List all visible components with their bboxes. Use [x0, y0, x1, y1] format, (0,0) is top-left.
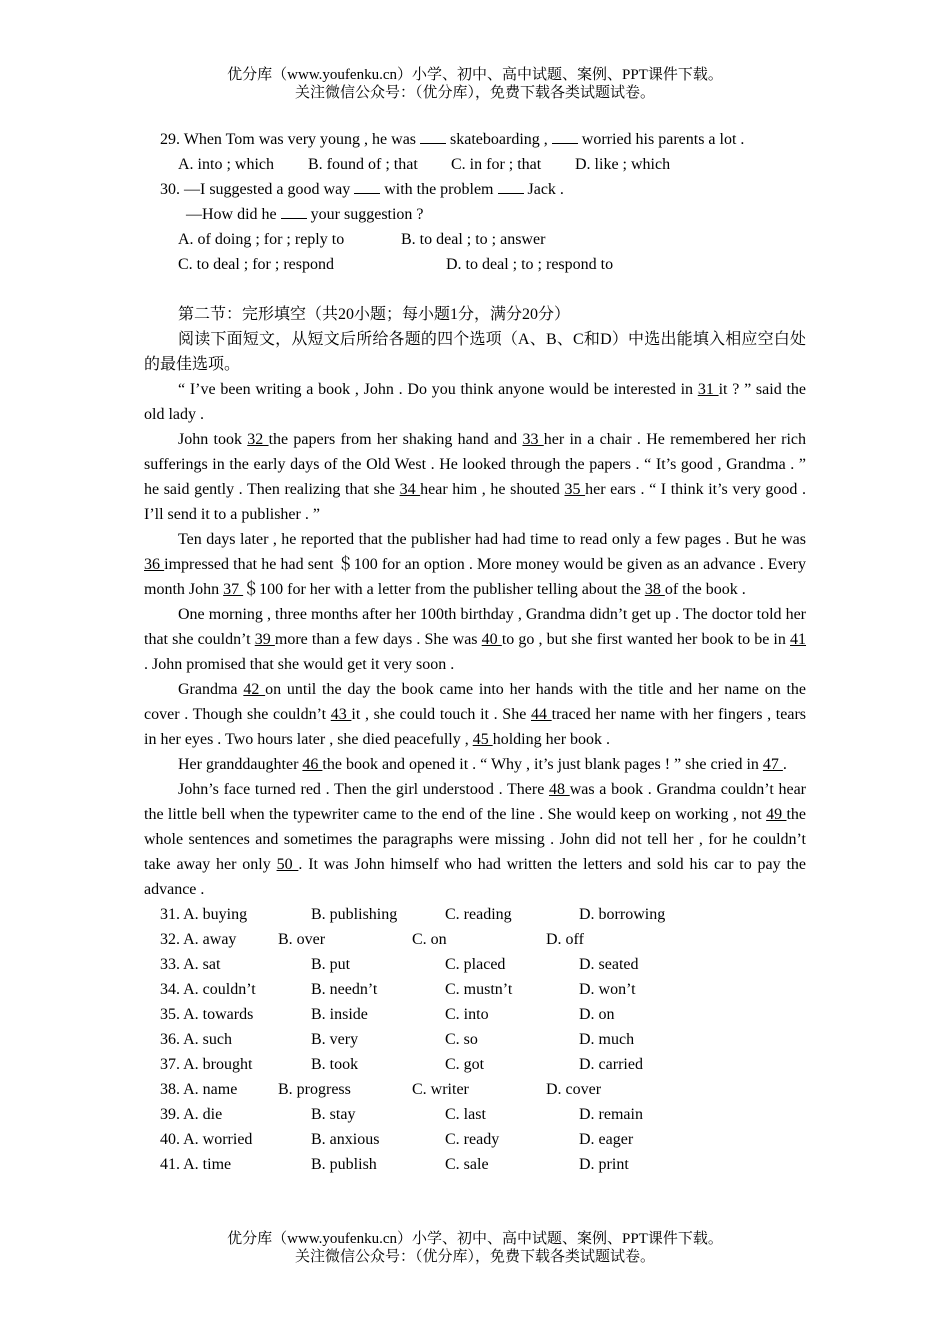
- option-row-35: 35. A. towards B. inside C. into D. on: [160, 1006, 615, 1023]
- blank-48: 48: [549, 781, 570, 798]
- blank-33: 33: [522, 431, 544, 448]
- option-row-32: 32. A. away B. over C. on D. off: [160, 931, 584, 948]
- option-a: A. into ; which: [178, 156, 274, 173]
- passage-paragraph-7: John’s face turned red . Then the girl understood . There 48 was a book . Grandma couldn’t hear the little bell when the typewriter came to the end of the line . She would keep on working , not 49 the whole sentences and sometimes the paragraphs were missing . John did not tell her , for he couldn’t take away her only 50 . It was John himself who had written the letters and sold his car to pay the advance .: [144, 781, 807, 898]
- page-footer: [0, 1230, 950, 1266]
- blank-41: 41: [790, 631, 807, 648]
- blank-32: 32: [247, 431, 269, 448]
- section-instruction: 阅读下面短文，从短文后所给各题的四个选项（A、B、C和D）中选出能填入相应空白处的最佳选项。: [144, 331, 806, 373]
- option-a: A. of doing ; for ; reply to: [178, 231, 345, 248]
- blank-47: 47: [762, 756, 783, 773]
- blank: [354, 179, 380, 194]
- blank: [420, 129, 446, 144]
- blank-44: 44: [530, 706, 552, 723]
- option-row-33: 33. A. sat B. put C. placed D. seated: [160, 956, 639, 973]
- section-title: 第二节：完形填空（共20小题；每小题1分，满分20分）: [178, 306, 571, 323]
- blank-35: 35: [564, 481, 586, 498]
- question-29-stem: 29. When Tom was very young , he was skateboarding , worried his parents a lot .: [160, 131, 745, 148]
- header-line-2: 关注微信公众号：（优分库），免费下载各类试题试卷。: [294, 85, 655, 101]
- blank-40: 40: [481, 631, 502, 648]
- option-c: C. to deal ; for ; respond: [178, 256, 334, 273]
- option-row-38: 38. A. name B. progress C. writer D. cover: [160, 1081, 602, 1098]
- blank: [498, 179, 524, 194]
- blank-49: 49: [766, 806, 787, 823]
- option-row-36: 36. A. such B. very C. so D. much: [160, 1031, 635, 1048]
- option-row-40: 40. A. worried B. anxious C. ready D. eager: [160, 1131, 634, 1148]
- footer-line-1: 优分库（www.youfenku.cn）小学、初中、高中试题、案例、PPT课件下载。: [227, 1231, 723, 1247]
- header-line-1: 优分库（www.youfenku.cn）小学、初中、高中试题、案例、PPT课件下载。: [227, 67, 723, 83]
- option-c: C. in for ; that: [451, 156, 542, 173]
- blank: [552, 129, 578, 144]
- question-30-reply: —How did he your suggestion ?: [186, 206, 424, 223]
- blank-42: 42: [243, 681, 266, 698]
- passage-paragraph-5: Grandma 42 on until the day the book came into her hands with the title and her name on the cover . Though she couldn’t 43 it , she could touch it . She 44 traced her name with her fingers , tears in her eyes . Two hours later , she died peacefully , 45 holding her book .: [144, 681, 807, 748]
- blank-50: 50: [276, 856, 299, 873]
- option-b: B. to deal ; to ; answer: [401, 231, 546, 248]
- option-row-41: 41. A. time B. publish C. sale D. print: [160, 1156, 629, 1173]
- blank-46: 46: [302, 756, 323, 773]
- option-row-37: 37. A. brought B. took C. got D. carried: [160, 1056, 643, 1073]
- passage-paragraph-6: Her granddaughter 46 the book and opened it . “ Why , it’s just blank pages ! ” she cried in 47 .: [178, 756, 787, 773]
- option-d: D. like ; which: [575, 156, 671, 173]
- blank-36: 36: [144, 556, 165, 573]
- option-row-39: 39. A. die B. stay C. last D. remain: [160, 1106, 643, 1123]
- question-30-options-row2: [144, 252, 806, 277]
- question-29-options: [144, 152, 806, 177]
- blank-34: 34: [399, 481, 421, 498]
- passage-paragraph-2: John took 32 the papers from her shaking hand and 33 her in a chair . He remembered her rich sufferings in the early days of the Old West . He looked through the papers . “ It’s good , Grandma . ” he said gently . Then realizing that she 34 hear him , he shouted 35 her ears . “ I think it’s very good . I’ll send it to a publisher . ”: [144, 431, 807, 523]
- option-b: B. found of ; that: [308, 156, 418, 173]
- blank-37: 37: [223, 581, 244, 598]
- blank-31: 31: [697, 381, 719, 398]
- option-row-34: 34. A. couldn’t B. needn’t C. mustn’t D. won’t: [160, 981, 636, 998]
- passage-paragraph-1: “ I’ve been writing a book , John . Do you think anyone would be interested in 31 it ? ” said the old lady .: [144, 381, 807, 423]
- passage-paragraph-3: Ten days later , he reported that the publisher had had time to read only a few pages . But he was 36 impressed that he had sent ＄100 for an option . More money would be given as an advance . Every month John 37 ＄100 for her with a letter from the publisher telling about the 38 of the book .: [144, 531, 806, 598]
- exam-content: [144, 127, 806, 1177]
- blank-39: 39: [254, 631, 275, 648]
- blank: [281, 204, 307, 219]
- footer-line-2: 关注微信公众号：（优分库），免费下载各类试题试卷。: [294, 1249, 655, 1265]
- question-30-options-row1: [144, 227, 806, 252]
- passage-paragraph-4: One morning , three months after her 100th birthday , Grandma didn’t get up . The doctor told her that she couldn’t 39 more than a few days . She was 40 to go , but she first wanted her book to be in 41 . John promised that she would get it very soon .: [144, 606, 807, 673]
- blank-45: 45: [472, 731, 493, 748]
- page-header: [0, 66, 950, 102]
- option-d: D. to deal ; to ; respond to: [446, 256, 614, 273]
- blank-43: 43: [330, 706, 352, 723]
- option-row-31: 31. A. buying B. publishing C. reading D. borrowing: [160, 906, 666, 923]
- blank-38: 38: [644, 581, 665, 598]
- question-30-stem: 30. —I suggested a good way with the problem Jack .: [160, 181, 564, 198]
